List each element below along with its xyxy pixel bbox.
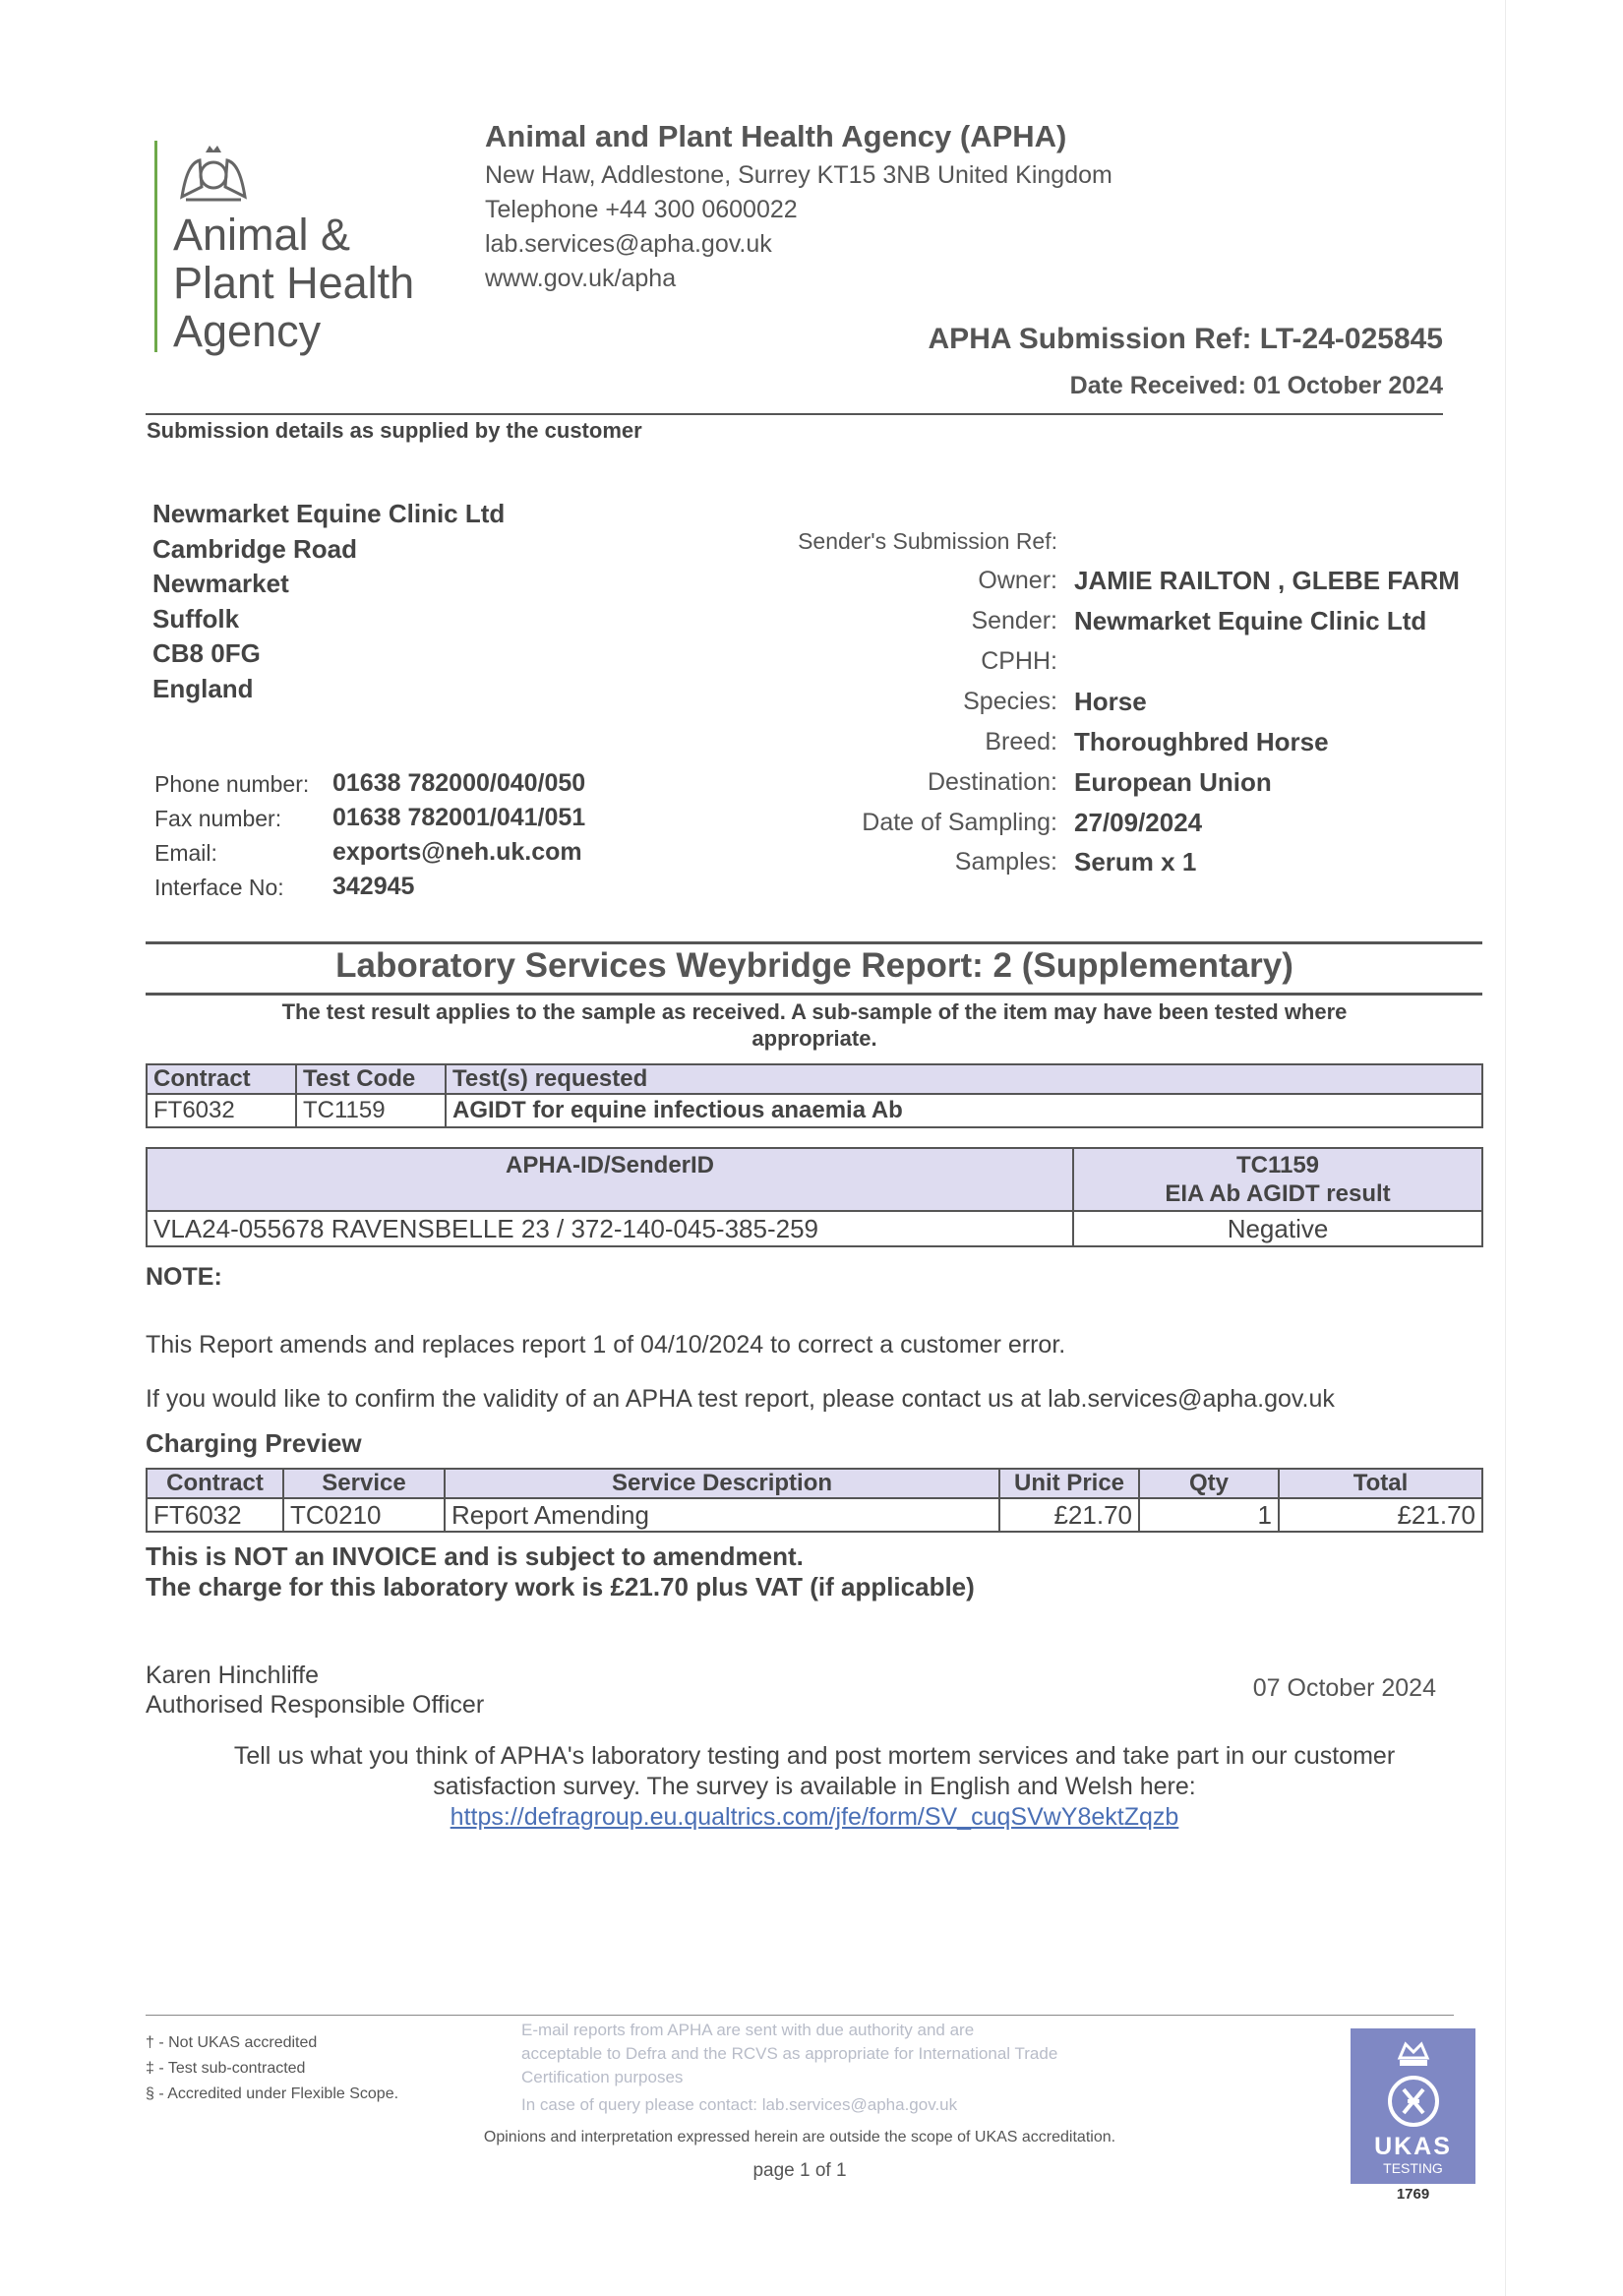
invoice-line: This is NOT an INVOICE and is subject to amendment. — [146, 1541, 804, 1571]
submission-ref: APHA Submission Ref: LT-24-025845 — [928, 323, 1443, 355]
survey-link[interactable]: https://defragroup.eu.qualtrics.com/jfe/form/SV_cuqSVwY8ektZqzb — [450, 1803, 1179, 1831]
address-line: Suffolk — [152, 603, 240, 634]
survey-invite — [146, 1741, 1483, 1833]
agency-name: Animal and Plant Health Agency (APHA) — [485, 119, 1067, 153]
validity-note: If you would like to confirm the validity of an APHA test report, please contact us at lab.services@apha.gov.uk — [146, 1385, 1335, 1413]
sender-value: Newmarket Equine Clinic Ltd — [1074, 606, 1427, 635]
agency-website: www.gov.uk/apha — [485, 265, 677, 292]
signoff-date: 07 October 2024 — [1252, 1674, 1436, 1702]
sample-applies-note — [146, 998, 1483, 1052]
page-number: page 1 of 1 — [752, 2160, 847, 2181]
ukas-badge — [1351, 2028, 1475, 2184]
email-report-note — [521, 2019, 1230, 2117]
cell-contract: FT6032 — [147, 1498, 283, 1532]
tests-table — [146, 1063, 1483, 1128]
amends-note: This Report amends and replaces report 1 of 04/10/2024 to correct a customer error. — [146, 1331, 1066, 1359]
header-qty: Qty — [1139, 1469, 1279, 1498]
phone-value: 01638 782000/040/050 — [332, 769, 586, 797]
cell-test-requested: AGIDT for equine infectious anaemia Ab — [446, 1094, 1482, 1127]
breed-label: Breed: — [985, 728, 1057, 755]
header-unit-price: Unit Price — [999, 1469, 1139, 1498]
header-total: Total — [1279, 1469, 1482, 1498]
query-note: In case of query please contact: lab.services@apha.gov.uk — [521, 2095, 958, 2114]
table-header-row — [147, 1064, 1482, 1094]
samples-label: Samples: — [954, 848, 1057, 876]
breed-value: Thoroughbred Horse — [1074, 727, 1329, 756]
result-test-code: TC1159 — [1235, 1152, 1320, 1178]
note-label: NOTE: — [146, 1263, 222, 1291]
fax-value: 01638 782001/041/051 — [332, 804, 586, 831]
signatory — [146, 1661, 484, 1720]
charging-table — [146, 1468, 1483, 1533]
destination-value: European Union — [1074, 767, 1272, 797]
accreditation-legend — [146, 2030, 398, 2107]
submission-details-heading: Submission details as supplied by the customer — [147, 418, 642, 443]
agency-telephone: Telephone +44 300 0600022 — [485, 196, 798, 223]
cell-service: TC0210 — [283, 1498, 445, 1532]
legend-line: † - Not UKAS accredited — [146, 2034, 318, 2051]
charging-preview-heading: Charging Preview — [146, 1428, 362, 1458]
ukas-crown-icon — [1378, 2034, 1449, 2131]
phone-label: Phone number: — [154, 771, 310, 797]
table-row — [147, 1498, 1482, 1532]
header-test-code: Test Code — [296, 1064, 446, 1094]
logo-bar — [154, 141, 157, 352]
address-line: England — [152, 673, 254, 703]
signatory-role: Authorised Responsible Officer — [146, 1691, 485, 1719]
email-note-line: Certification purposes — [521, 2068, 684, 2086]
address-line: Cambridge Road — [152, 533, 358, 564]
logo-line: Agency — [173, 306, 322, 356]
legend-line: § - Accredited under Flexible Scope. — [146, 2085, 399, 2102]
logo-line: Animal & — [173, 210, 351, 260]
address-line: CB8 0FG — [152, 638, 261, 668]
results-table — [146, 1147, 1483, 1247]
cell-qty: 1 — [1139, 1498, 1279, 1532]
table-header-row — [147, 1469, 1482, 1498]
interface-value: 342945 — [332, 873, 415, 900]
survey-line: satisfaction survey. The survey is available in English and Welsh here: — [433, 1773, 1196, 1800]
interface-label: Interface No: — [154, 875, 284, 900]
cell-service-description: Report Amending — [445, 1498, 999, 1532]
royal-crest-icon — [172, 143, 255, 208]
owner-value: JAMIE RAILTON , GLEBE FARM — [1074, 566, 1460, 595]
cphh-label: CPHH: — [981, 647, 1057, 675]
legend-line: ‡ - Test sub-contracted — [146, 2060, 306, 2077]
invoice-disclaimer — [146, 1541, 975, 1602]
ukas-label: UKAS — [1374, 2133, 1452, 2160]
owner-label: Owner: — [978, 567, 1057, 594]
email-note-line: E-mail reports from APHA are sent with due authority and are — [521, 2021, 975, 2039]
table-header-row — [147, 1148, 1482, 1211]
sampling-date-label: Date of Sampling: — [862, 809, 1057, 836]
ukas-scope-note: Opinions and interpretation expressed herein are outside the scope of UKAS accreditation. — [483, 2129, 1116, 2145]
header-service: Service — [283, 1469, 445, 1498]
address-line: Newmarket Equine Clinic Ltd — [152, 499, 506, 528]
table-row — [147, 1211, 1482, 1246]
sender-label: Sender: — [971, 607, 1057, 634]
header-result — [1073, 1148, 1482, 1211]
title-divider-top — [146, 941, 1482, 944]
customer-address — [152, 497, 505, 706]
fax-label: Fax number: — [154, 806, 282, 831]
date-received: Date Received: 01 October 2024 — [1069, 372, 1443, 399]
agency-email: lab.services@apha.gov.uk — [485, 230, 772, 258]
cell-test-code: TC1159 — [296, 1094, 446, 1127]
species-label: Species: — [963, 688, 1057, 715]
header-contract: Contract — [147, 1469, 283, 1498]
species-value: Horse — [1074, 687, 1147, 716]
cell-contract: FT6032 — [147, 1094, 296, 1127]
email-note-line: acceptable to Defra and the RCVS as appropriate for International Trade — [521, 2044, 1058, 2063]
invoice-line: The charge for this laboratory work is £21.70 plus VAT (if applicable) — [146, 1572, 975, 1601]
ukas-number: 1769 — [1396, 2186, 1430, 2203]
page-edge — [1505, 0, 1506, 2296]
signatory-name: Karen Hinchliffe — [146, 1662, 320, 1689]
senders-ref-label: Sender's Submission Ref: — [798, 528, 1057, 554]
cell-total: £21.70 — [1279, 1498, 1482, 1532]
applies-line: appropriate. — [751, 1026, 877, 1051]
cell-apha-id: VLA24-055678 RAVENSBELLE 23 / 372-140-045-385-259 — [147, 1211, 1073, 1246]
footer-divider — [146, 2015, 1454, 2016]
header-divider — [146, 413, 1443, 415]
logo-line: Plant Health — [173, 258, 415, 308]
destination-label: Destination: — [927, 768, 1057, 796]
applies-line: The test result applies to the sample as received. A sub-sample of the item may have been tested where — [281, 999, 1348, 1024]
header-tests-requested: Test(s) requested — [446, 1064, 1482, 1094]
result-test-name: EIA Ab AGIDT result — [1165, 1180, 1391, 1207]
cell-unit-price: £21.70 — [999, 1498, 1139, 1532]
agency-address: New Haw, Addlestone, Surrey KT15 3NB United Kingdom — [485, 161, 1112, 189]
samples-value: Serum x 1 — [1074, 847, 1197, 876]
cell-result: Negative — [1073, 1211, 1482, 1246]
header-contract: Contract — [147, 1064, 296, 1094]
agency-logo-text — [173, 211, 414, 355]
address-line: Newmarket — [152, 569, 289, 598]
report-title: Laboratory Services Weybridge Report: 2 (Supplementary) — [335, 946, 1293, 985]
table-row — [147, 1094, 1482, 1127]
ukas-testing-label: TESTING — [1383, 2160, 1443, 2176]
email-label: Email: — [154, 840, 217, 866]
sampling-date-value: 27/09/2024 — [1074, 808, 1203, 837]
title-divider-bottom — [146, 993, 1482, 996]
header-service-description: Service Description — [445, 1469, 999, 1498]
header-apha-id: APHA-ID/SenderID — [147, 1148, 1073, 1211]
email-value: exports@neh.uk.com — [332, 838, 582, 866]
survey-line: Tell us what you think of APHA's laboratory testing and post mortem services and take part in our customer — [233, 1742, 1396, 1770]
